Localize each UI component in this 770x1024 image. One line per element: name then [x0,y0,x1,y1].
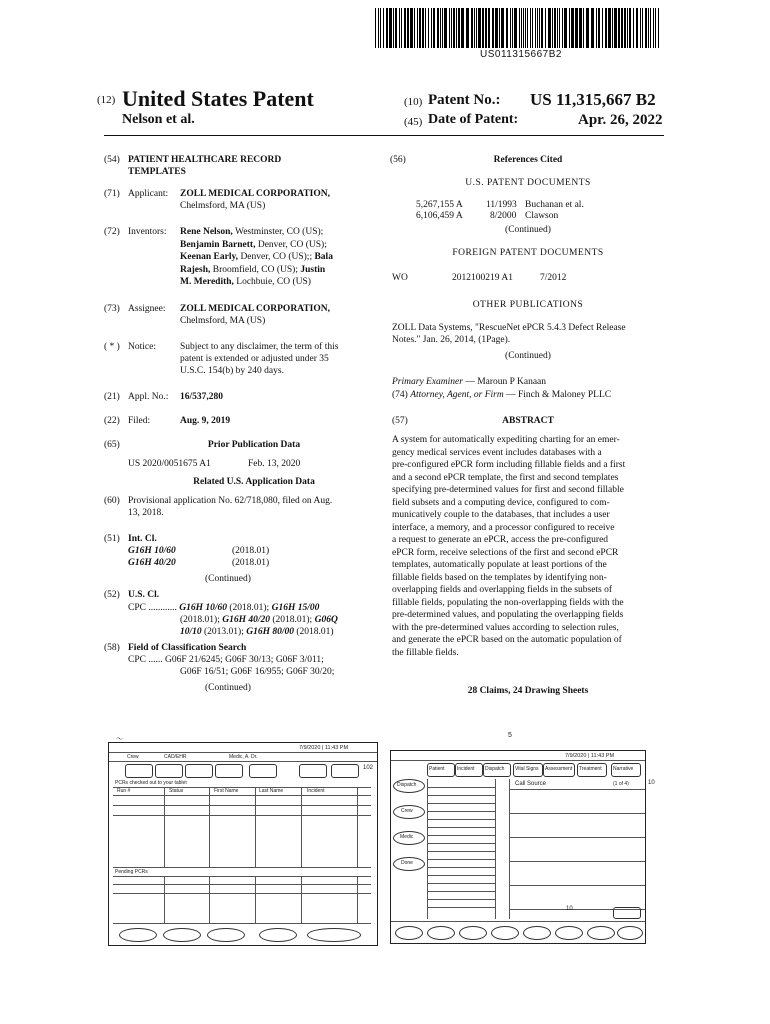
field-search-line1 [128,654,324,667]
inventors-list: Rene Nelson, Westminster, CO (US); Benjamin Barnett, Denver, CO (US); Keenan Early, Denver, CO (US);; Bala Rajesh, Broomfield, CO (US); Justin M. Meredith, Lochbuie, CO (US) [180,227,333,287]
cpc-f: G16H 80/00 [246,627,294,637]
barcode-bar [557,8,558,48]
barcode-bar [404,8,406,48]
attorney-name: — Finch & Maloney PLLC [503,390,612,400]
right-fig-tab-patient: Patient [429,766,445,772]
left-fig-col-first: First Name [214,788,239,794]
right-fig-call-source: Call Source [515,781,547,787]
barcode-bar [545,8,546,48]
notice-line1: Subject to any disclaimer, the term of this [180,342,339,352]
abstract-line: the fillable fields. [392,647,459,658]
attorney [392,389,611,402]
abstract-line: pre-determined values, and populating the overlapping fields [392,610,624,620]
cpc-line1 [128,602,319,615]
barcode-bar [422,8,424,48]
fcs-continued: (Continued) [205,683,251,693]
inventor-1: Rene Nelson, [180,227,233,237]
intcl-2-date: (2018.01) [232,558,270,568]
barcode-bar [499,8,500,48]
abstract-line: A system for automatically expediting charting for an emer- [392,435,620,445]
barcode-bar [655,8,656,48]
barcode-bar [453,8,455,48]
barcode-bar [650,8,651,48]
cpc-l3a: (2013.01); [201,627,247,637]
barcode-bar [512,8,513,48]
barcode-bar [419,8,421,48]
applicant-label: Applicant: [128,189,169,199]
abstract-line: fillable fields, populating the non-overlapping fields with the [392,597,624,608]
barcode-bar [552,8,553,48]
barcode-bar [440,8,441,48]
left-fig-col-incident: Incident [307,788,325,794]
figure-left: 〜 7/9/2020 | 11:43 PM Crew CAD/EHR Medic, A. Dr. 102 PCRs checked out to your tablet Run # Status First Name Last Name Incident Pending PCRs [96,734,381,946]
barcode-bar [621,8,623,48]
barcode-bar [530,8,531,48]
barcode-bar [414,8,415,48]
abstract-line: fillable fields based on the templates by identifying non- [392,572,607,583]
barcode-bar [380,8,381,48]
left-fig-col-last: Last Name [259,788,284,794]
barcode-bar [495,8,498,48]
abstract-line: field subsets and a computing device, configured to com- [392,497,610,508]
notice-line3: U.S.C. 154(b) by 240 days. [180,366,284,376]
barcode-bar [488,8,490,48]
primary-examiner-name: — Maroun P Kanaan [462,377,547,387]
barcode-bar [442,8,443,48]
barcode-bar [579,8,582,48]
barcode-bar [433,8,435,48]
references-title: References Cited [493,155,563,165]
notice-line2: patent is extended or adjusted under 35 [180,354,329,364]
barcode-bar [383,8,384,48]
barcode-bar [476,8,477,48]
abstract-line: ePCR form, receive selections of the first and second ePCR [392,547,619,558]
assignee-location: Chelmsford, MA (US) [180,316,266,326]
other-pubs-continued: (Continued) [505,351,551,361]
barcode-bar [482,8,484,48]
inventor-4: Bala [314,252,333,262]
uscl-label: U.S. Cl. [128,590,160,600]
inid-52: (52) [104,590,120,600]
cpc-b: G16H 15/00 [271,603,320,613]
right-fig-tab-vitals: Vital Signs [515,766,539,772]
figure-right [386,734,668,946]
foreign-docs-title: FOREIGN PATENT DOCUMENTS [452,248,604,258]
inid-10: (10) [404,96,423,108]
barcode-bar [562,8,563,48]
us-ref-2-no: 6,106,459 A [416,211,463,221]
barcode-bar [399,8,400,48]
right-fig-nav-done: Done [401,860,413,866]
inid-73: (73) [104,304,120,314]
barcode-bar [569,8,570,48]
barcode-bar [431,8,432,48]
right-fig-tab-incident: Incident [457,766,475,772]
barcode-bar [389,8,392,48]
barcode-bar [525,8,526,48]
us-refs-continued: (Continued) [505,225,551,235]
patent-number: US 11,315,667 B2 [530,90,656,109]
inventor-1-loc: Westminster, CO (US); [232,227,324,237]
cpc-line2 [180,614,338,627]
cpc-l3b: (2018.01) [294,627,334,637]
abstract-line: and a second ePCR template, the first and second templates [392,472,619,483]
right-fig-tab-treatment: Treatment [579,766,602,772]
barcode-bar [571,8,574,48]
cpc-a-date: (2018.01); [226,603,272,613]
abstract-line: municatively couple to the databases, that includes a user [392,510,610,520]
barcode-bar [521,8,522,48]
barcode-bar [618,8,620,48]
attorney-label: Attorney, Agent, or Firm [410,390,504,400]
cpc-c: G16H 40/20 [222,615,270,625]
barcode-bar [461,8,464,48]
barcode-bar [535,8,536,48]
barcode-bar [614,8,617,48]
barcode-bar [449,8,450,48]
left-fig-menu-medic: Medic, A. Dr. [229,754,258,760]
barcode-bar [586,8,589,48]
inid-54: (54) [104,155,120,165]
field-search-label: Field of Classification Search [128,643,247,653]
left-fig-col-status: Status [169,788,184,794]
inid-72: (72) [104,227,120,237]
filed-label: Filed: [128,416,151,426]
barcode-bar [401,8,402,48]
us-ref-2-name: Clawson [525,211,559,221]
barcode-bar [605,8,607,48]
inid-51: (51) [104,534,120,544]
barcode-bar [417,8,418,48]
barcode-bar [514,8,517,48]
barcode-bar [378,8,379,48]
claims-line: 28 Claims, 24 Drawing Sheets [467,686,589,696]
other-pubs-title: OTHER PUBLICATIONS [472,300,584,310]
barcode-bar [510,8,511,48]
cpc-l2b: (2018.01); [269,615,315,625]
barcode-bar [627,8,628,48]
inventors-short: Nelson et al. [122,112,195,127]
abstract-line: overlapping fields and overlapping fields in the subsets of [392,585,613,595]
abstract-title: ABSTRACT [502,416,554,426]
us-ref-2-date: 8/2000 [490,211,517,221]
barcode-bar [559,8,560,48]
abstract-line: templates, automatically populate at least portions of the [392,560,607,570]
us-ref-1-date: 11/1993 [486,200,517,210]
left-fig-section2: Pending PCRs [115,869,148,875]
us-ref-1-name: Buchanan et al. [525,200,584,210]
right-fig-ref-bottom: 10 [566,906,573,912]
appl-no-label: Appl. No.: [128,392,169,402]
inventor-3: Keenan Early, [180,252,239,262]
date-label: Date of Patent: [428,112,519,127]
inid-21: (21) [104,392,120,402]
inid-56: (56) [390,155,406,165]
right-fig-ref-10: 10 [648,780,655,786]
barcode-bar [519,8,520,48]
intcl-label: Int. Cl. [128,534,157,544]
barcode-bar [444,8,447,48]
right-fig-nav-medic: Medic [400,834,414,840]
inid-58: (58) [104,643,120,653]
patent-date: Apr. 26, 2022 [578,112,663,128]
inventor-5: Justin [300,264,326,275]
barcode-bar [456,8,457,48]
barcode-bar [624,8,626,48]
barcode-bar [548,8,551,48]
other-pub-line2: Notes." Jan. 26, 2014, (1Page). [392,335,511,345]
right-fig-count: (1 of 4) [613,781,629,787]
inid-71: (71) [104,189,120,199]
barcode-bar [386,8,388,48]
barcode-bar [532,8,533,48]
barcode-bar [501,8,504,48]
barcode-bar [591,8,594,48]
figure-left-frame [108,742,378,946]
intcl-2: G16H 40/20 [128,558,176,568]
inid-65: (65) [104,440,120,450]
cpc-dots: ............ [148,603,177,613]
inventor-2: Benjamin Barnett, [180,239,256,250]
left-fig-menu-cad: CAD/EHR [164,754,187,760]
us-ref-1-no: 5,267,155 A [416,200,463,210]
appl-no: 16/537,280 [180,392,224,402]
barcode-bar [478,8,481,48]
barcode-bar [451,8,452,48]
applicant-location: Chelmsford, MA (US) [180,201,266,211]
barcode-bar [492,8,494,48]
barcode-bar [375,8,376,48]
barcode-bar [575,8,578,48]
provisional-line2: 13, 2018. [128,508,164,518]
left-fig-col-run: Run # [117,788,131,794]
abstract-line: gency medical services event includes databases with a [392,447,602,458]
inventor-5-loc: Lochbuie, CO (US) [233,277,311,287]
barcode-bar [564,8,567,48]
left-fig-ref: 102 [363,765,374,771]
cpc-line3 [180,626,334,639]
provisional-line1: Provisional application No. 62/718,080, filed on Aug. [128,496,333,506]
left-fig-time: 7/9/2020 | 11:43 PM [299,745,349,751]
inid-22: (22) [104,416,120,426]
inid-12: (12) [97,94,116,106]
applicant-name: ZOLL MEDICAL CORPORATION, [180,189,330,199]
abstract-line: with the pre-determined values according to selection rules, [392,622,619,633]
barcode-bar [537,8,538,48]
barcode-bar [474,8,475,48]
assignee-label: Assignee: [128,304,166,314]
left-fig-section1: PCRs checked out to your tablet [115,780,187,786]
barcode-bar [393,8,394,48]
abstract-line: pre-configured ePCR form including fillable fields and a first [392,460,626,470]
barcode-bar [608,8,611,48]
barcode-bar [602,8,603,48]
barcode-bar [653,8,654,48]
figure-right-frame [390,750,646,944]
intcl-1-date: (2018.01) [232,546,270,556]
fcs-line2: G06F 16/51; G06F 16/955; G06F 30/20; [180,667,335,677]
barcode-bar [541,8,543,48]
abstract-line: a request to generate an ePCR, access the pre-configured [392,535,609,545]
inventor-2-loc: Denver, CO (US); [255,239,327,250]
barcode-bar [612,8,613,48]
barcode-bar [506,8,508,48]
cpc-label: CPC [128,603,146,613]
inid-notice: ( * ) [104,342,120,352]
barcode-bar [583,8,584,48]
right-fig-ref-top: 5 [508,732,512,739]
right-fig-nav-dispatch: Dispatch [397,782,417,788]
notice-label: Notice: [128,342,156,352]
primary-examiner [392,376,546,389]
header-rule [104,135,664,136]
right-fig-tab-narrative: Narrative [613,766,634,772]
assignee-name: ZOLL MEDICAL CORPORATION, [180,304,330,314]
barcode-bar [648,8,649,48]
fcs-label: CPC ...... [128,655,163,665]
cpc-l2a: (2018.01); [180,615,223,625]
barcode-bar [636,8,638,48]
barcode-bar [596,8,597,48]
intcl-1: G16H 10/60 [128,546,176,556]
barcode-bar [458,8,460,48]
foreign-ref-date: 7/2012 [540,273,567,283]
barcode-bar [598,8,600,48]
foreign-ref-country: WO [392,273,408,283]
prior-pub-no: US 2020/0051675 A1 [128,459,211,469]
inid-74: (74) [392,390,408,400]
barcode-bar [645,8,647,48]
right-fig-time: 7/9/2020 | 11:43 PM [565,753,615,759]
cpc-e: 10/10 [180,627,202,637]
right-fig-tab-assessment: Assessment [545,766,573,772]
barcode-bar [466,8,469,48]
foreign-ref-no: 2012100219 A1 [452,273,513,283]
barcode-bar [407,8,409,48]
prior-pub-date: Feb. 13, 2020 [248,459,301,469]
inventor-4b: Rajesh, [180,264,211,275]
intcl-continued: (Continued) [205,574,251,584]
invention-title-line2: TEMPLATES [128,167,186,177]
barcode-bar [539,8,540,48]
inventor-3-loc: Denver, CO (US); [238,252,310,262]
barcode-bar [640,8,641,48]
inid-57: (57) [392,416,408,426]
filed-date: Aug. 9, 2019 [180,416,231,426]
barcode-bar [629,8,631,48]
cpc-d: G06Q [314,615,338,625]
inventor-4-loc: Broomfield, CO (US); [210,264,298,275]
other-pub-line1: ZOLL Data Systems, "RescueNet ePCR 5.4.3 Defect Release [392,323,626,333]
us-docs-title: U.S. PATENT DOCUMENTS [465,178,591,188]
barcode-bar [658,8,659,48]
patent-type-title: United States Patent [122,86,314,111]
barcode-bar [395,8,397,48]
related-title: Related U.S. Application Data [193,477,315,487]
barcode-bar [410,8,413,48]
abstract-body [392,434,668,659]
barcode-bar [485,8,487,48]
barcode-bar [554,8,556,48]
abstract-line: specifying pre-determined values for first and second fillable [392,485,624,495]
abstract-line: and generate the ePCR based on the automatic population of [392,635,622,645]
barcode-bar [642,8,643,48]
patent-no-label: Patent No.: [428,92,501,108]
inid-60: (60) [104,496,120,506]
barcode-bar [633,8,634,48]
barcode-number: US011315667B2 [480,49,562,60]
prior-pub-title: Prior Publication Data [207,440,301,450]
barcode-bar [428,8,429,48]
barcode-bar [523,8,524,48]
invention-title: PATIENT HEALTHCARE RECORD [128,155,282,165]
right-fig-tab-dispatch: Dispatch [485,766,505,772]
barcode [375,8,663,48]
barcode-bar [437,8,439,48]
left-fig-menu-crew: Crew [127,754,139,760]
inid-45: (45) [404,116,423,128]
barcode-bar [425,8,426,48]
abstract-line: interface, a memory, and a processor configured to receive [392,522,615,533]
fcs-line1: G06F 21/6245; G06F 30/13; G06F 3/011; [164,655,324,665]
inventors-label: Inventors: [128,227,167,237]
barcode-bar [471,8,473,48]
barcode-bar [527,8,528,48]
primary-examiner-label: Primary Examiner [392,377,463,387]
inventor-5b: M. Meredith, [180,277,234,287]
cpc-a: G16H 10/60 [179,603,227,613]
right-fig-nav-crew: Crew [401,808,413,814]
